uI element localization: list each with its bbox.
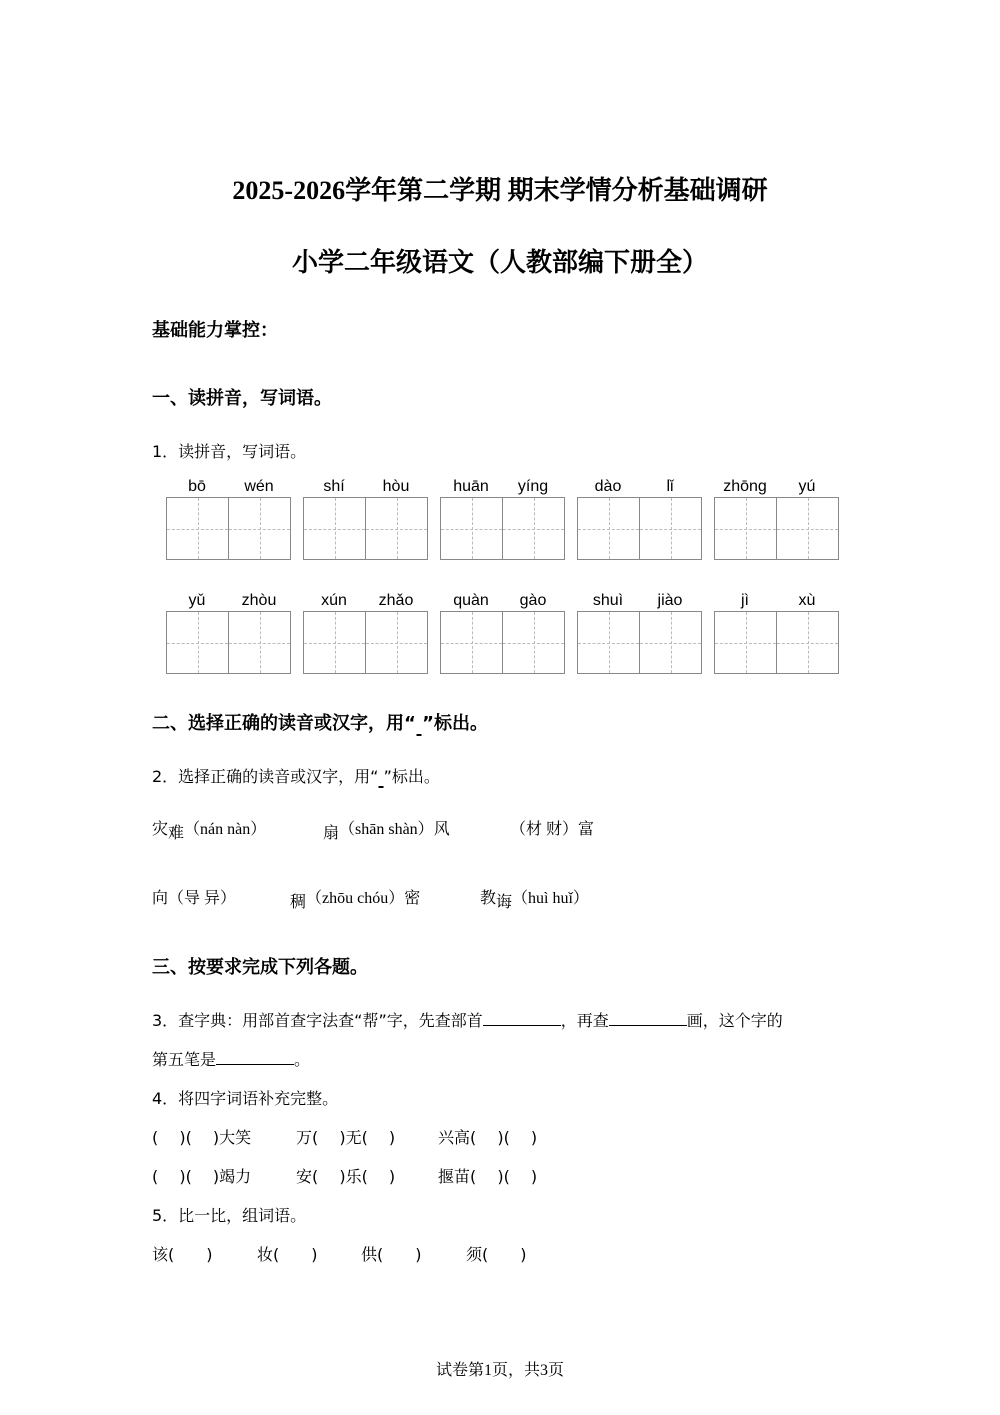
word-group [714, 591, 839, 674]
writing-box[interactable] [228, 498, 290, 559]
idiom-blank[interactable]: 万( )无( ) [296, 1128, 396, 1147]
choice-options[interactable]: （nán nàn） [184, 821, 267, 838]
writing-box[interactable] [578, 612, 639, 673]
question2-text [152, 764, 440, 787]
choice-char-low: 难 [168, 823, 185, 842]
pinyin-label: huān [453, 478, 489, 495]
pinyin-label: yíng [517, 478, 549, 495]
compare-blank[interactable]: 须( ) [466, 1245, 527, 1264]
question3-part: ，再查 [560, 1011, 609, 1030]
writing-box[interactable] [578, 498, 639, 559]
choice-char: 风 [433, 819, 450, 838]
choice-char-low: 扇 [323, 823, 340, 842]
section2-heading-post: ”标出。 [422, 713, 488, 734]
answer-blank[interactable] [483, 1011, 561, 1026]
writing-box[interactable] [441, 612, 502, 673]
pinyin-label: shuì [592, 592, 624, 609]
writing-box[interactable] [776, 498, 838, 559]
writing-box[interactable] [365, 612, 427, 673]
writing-box[interactable] [304, 498, 365, 559]
pinyin-label: jì [741, 592, 749, 609]
question1-text: 1．读拼音，写词语。 [152, 442, 307, 461]
pinyin-label: jiào [657, 592, 683, 609]
page-subtitle: 小学二年级语文（人教部编下册全） [291, 248, 708, 277]
choice-item[interactable] [323, 816, 450, 842]
choice-char: 富 [578, 819, 595, 838]
compare-blank[interactable]: 该( ) [152, 1245, 213, 1264]
writing-box[interactable] [167, 498, 228, 559]
word-group [714, 477, 839, 560]
word-group [577, 477, 702, 560]
word-group [303, 591, 428, 674]
pinyin-label: dào [594, 478, 622, 495]
choice-options[interactable]: （材 财） [510, 821, 579, 838]
answer-blank[interactable] [216, 1050, 294, 1065]
writing-box[interactable] [441, 498, 502, 559]
choice-item[interactable] [152, 816, 267, 842]
choice-item[interactable] [510, 816, 594, 839]
pinyin-label: lǐ [666, 478, 674, 495]
answer-blank[interactable] [609, 1011, 687, 1026]
section2-heading [152, 709, 488, 735]
compare-blank[interactable]: 供( ) [361, 1245, 422, 1264]
section1-heading: 一、读拼音，写词语。 [152, 388, 332, 409]
word-group [303, 477, 428, 560]
pinyin-label: xù [798, 592, 816, 609]
writing-box[interactable] [228, 612, 290, 673]
word-group [577, 591, 702, 674]
choice-options[interactable]: （导 异） [168, 890, 237, 907]
idiom-blank[interactable]: 安( )乐( ) [296, 1167, 396, 1186]
question3-part: 画，这个字的 [686, 1011, 783, 1030]
pinyin-label: yǔ [188, 592, 206, 609]
page-title: 2025-2026学年第二学期 期末学情分析基础调研 [232, 176, 768, 205]
question2-post: ”标出。 [383, 767, 440, 786]
choice-item[interactable] [290, 885, 421, 911]
writing-box[interactable] [776, 612, 838, 673]
choice-char: 密 [404, 888, 421, 907]
pinyin-label: yú [798, 478, 816, 495]
question3-part: 3．查字典：用部首查字法查“帮”字，先查部首 [152, 1011, 483, 1030]
pinyin-label: shí [323, 478, 345, 495]
choice-char: 教 [480, 888, 497, 907]
dot-mark-icon [378, 767, 383, 786]
choice-char-low: 诲 [496, 892, 513, 911]
choice-char: 灾 [152, 819, 169, 838]
pinyin-label: hòu [382, 478, 410, 495]
pinyin-label: gào [519, 592, 547, 609]
pinyin-label: xún [321, 592, 347, 609]
writing-box[interactable] [639, 612, 701, 673]
section3-heading: 三、按要求完成下列各题。 [152, 957, 368, 978]
choice-item[interactable] [480, 885, 589, 911]
pinyin-label: bō [188, 478, 206, 495]
question5-text: 5．比一比，组词语。 [152, 1206, 307, 1225]
word-group [166, 591, 291, 674]
choice-options[interactable]: （shān shàn） [339, 821, 434, 838]
choice-options[interactable]: （zhōu chóu） [306, 890, 405, 907]
question3-part: 。 [294, 1050, 311, 1069]
pinyin-grid-row2 [166, 591, 839, 674]
choice-char: 向 [152, 888, 169, 907]
writing-box[interactable] [639, 498, 701, 559]
pinyin-label: zhōng [723, 478, 767, 495]
question3-text [152, 1008, 783, 1031]
choice-char-low: 稠 [290, 892, 307, 911]
word-group [440, 591, 565, 674]
pinyin-grid-row1 [166, 477, 839, 560]
pinyin-label: quàn [453, 592, 489, 609]
dot-mark-icon [416, 713, 422, 734]
idiom-blank[interactable]: 兴高( )( ) [438, 1128, 538, 1147]
choice-item[interactable] [152, 885, 236, 908]
choice-options[interactable]: （huì huǐ） [512, 890, 589, 907]
word-group [166, 477, 291, 560]
pinyin-label: zhǎo [378, 592, 414, 609]
question3-line2 [152, 1047, 310, 1070]
writing-box[interactable] [502, 612, 564, 673]
word-group [440, 477, 565, 560]
page-footer: 试卷第1页，共3页 [435, 1362, 564, 1379]
writing-box[interactable] [304, 612, 365, 673]
question3-part: 第五笔是 [152, 1050, 217, 1069]
pinyin-label: zhòu [241, 592, 277, 609]
compare-blank[interactable]: 妆( ) [257, 1245, 318, 1264]
idiom-blank[interactable]: ( )( )竭力 [152, 1167, 252, 1186]
section-basic-heading: 基础能力掌控： [152, 320, 278, 341]
writing-box[interactable] [502, 498, 564, 559]
question4-text: 4．将四字词语补充完整。 [152, 1089, 339, 1108]
question2-pre: 2．选择正确的读音或汉字，用“ [152, 767, 379, 786]
pinyin-label: wén [244, 478, 274, 495]
writing-box[interactable] [167, 612, 228, 673]
writing-box[interactable] [715, 498, 776, 559]
idiom-blank[interactable]: ( )( )大笑 [152, 1128, 252, 1147]
idiom-blank[interactable]: 揠苗( )( ) [438, 1167, 538, 1186]
writing-box[interactable] [715, 612, 776, 673]
writing-box[interactable] [365, 498, 427, 559]
section2-heading-pre: 二、选择正确的读音或汉字，用“ [152, 713, 416, 734]
